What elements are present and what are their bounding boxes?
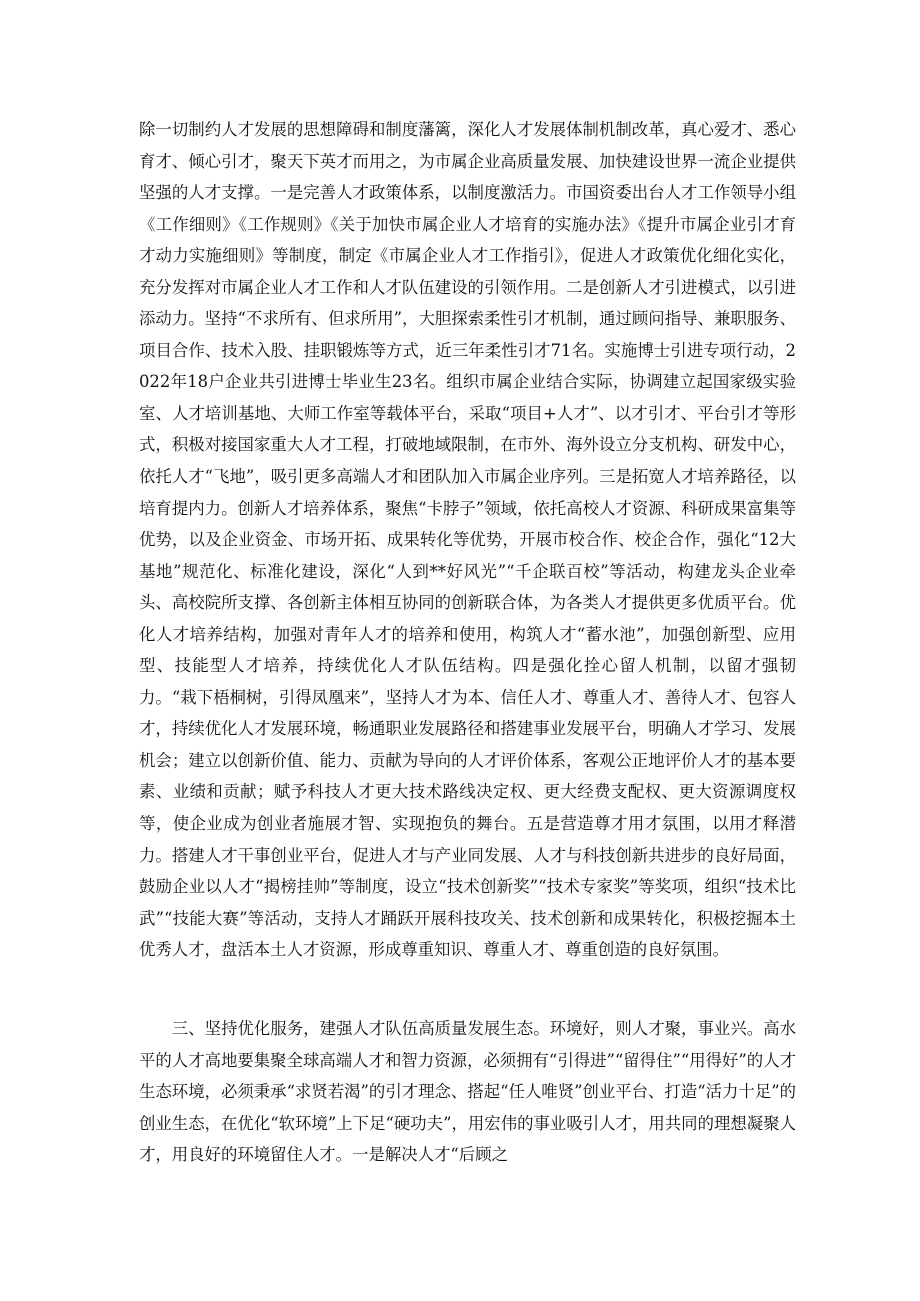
body-paragraph-continued: 除一切制约人才发展的思想障碍和制度藩篱，深化人才发展体制机制改革，真心爱才、悉心育才、倾心引才，聚天下英才而用之，为市属企业高质量发展、加快建设世界一流企业提供坚强的人才支撑。一是完善人才政策体系，以制度激活力。市国资委出台人才工作领导小组《工作细则》《工作规则》《关于加快市属企业人才培育的实施办法》《提升市属企业引才育才动力实施细则》等制度，制定《市属企业人才工作指引》，促进人才政策优化细化实化，充分发挥对市属企业人才工作和人才队伍建设的引领作用。二是创新人才引进模式，以引进添动力。坚持“不求所有、但求所用”，大胆探索柔性引才机制，通过顾问指导、兼职服务、项目合作、技术入股、挂职锻炼等方式，近三年柔性引才71名。实施博士引进专项行动，2022年18户企业共引进博士毕业生23名。组织市属企业结合实际，协调建立起国家级实验室、人才培训基地、大师工作室等载体平台，采取“项目+人才”、以才引才、平台引才等形式，积极对接国家重大人才工程，打破地域限制，在市外、海外设立分支机构、研发中心，依托人才“飞地”，吸引更多高端人才和团队加入市属企业序列。三是拓宽人才培养路径，以培育提内力。创新人才培养体系，聚焦“卡脖子”领域，依托高校人才资源、科研成果富集等优势，以及企业资金、市场开拓、成果转化等优势，开展市校合作、校企合作，强化“12大基地”规范化、标准化建设，深化“人到**好风光”“千企联百校”等活动，构建龙头企业牵头、高校院所支撑、各创新主体相互协同的创新联合体，为各类人才提供更多优质平台。优化人才培养结构，加强对青年人才的培养和使用，构筑人才“蓄水池”，加强创新型、应用型、技能型人才培养，持续优化人才队伍结构。四是强化拴心留人机制，以留才强韧力。“栽下梧桐树，引得凤凰来”，坚持人才为本、信任人才、尊重人才、善待人才、包容人才，持续优化人才发展环境，畅通职业发展路径和搭建事业发展平台，明确人才学习、发展机会；建立以创新价值、能力、贡献为导向的人才评价体系，客观公正地评价人才的基本要素、业绩和贡献；赋予科技人才更大技术路线决定权、更大经费支配权、更大资源调度权等，使企业成为创业者施展才智、实现抱负的舞台。五是营造尊才用才氛围，以用才释潜力。搭建人才干事创业平台，促进人才与产业同发展、人才与科技创新共进步的良好局面，鼓励企业以人才“揭榜挂帅”等制度，设立“技术创新奖”“技术专家奖”等奖项，组织“技术比武”“技能大赛”等活动，支持人才踊跃开展科技攻关、技术创新和成果转化，积极挖掘本土优秀人才，盘活本土人才资源，形成尊重知识、尊重人才、尊重创造的良好氛围。 (139, 120, 796, 960)
body-paragraph-section-three: 三、坚持优化服务，建强人才队伍高质量发展生态。环境好，则人才聚，事业兴。高水平的人才高地要集聚全球高端人才和智力资源，必须拥有“引得进”“留得住”“用得好”的人才生态环境，必须秉承“求贤若渴”的引才理念、搭起“任人唯贤”创业平台、打造“活力十足”的创业生态，在优化“软环境”上下足“硬功夫”，用宏伟的事业吸引人才，用共同的理想凝聚人才，用良好的环境留住人才。一是解决人才“后顾之 (139, 1019, 796, 1165)
